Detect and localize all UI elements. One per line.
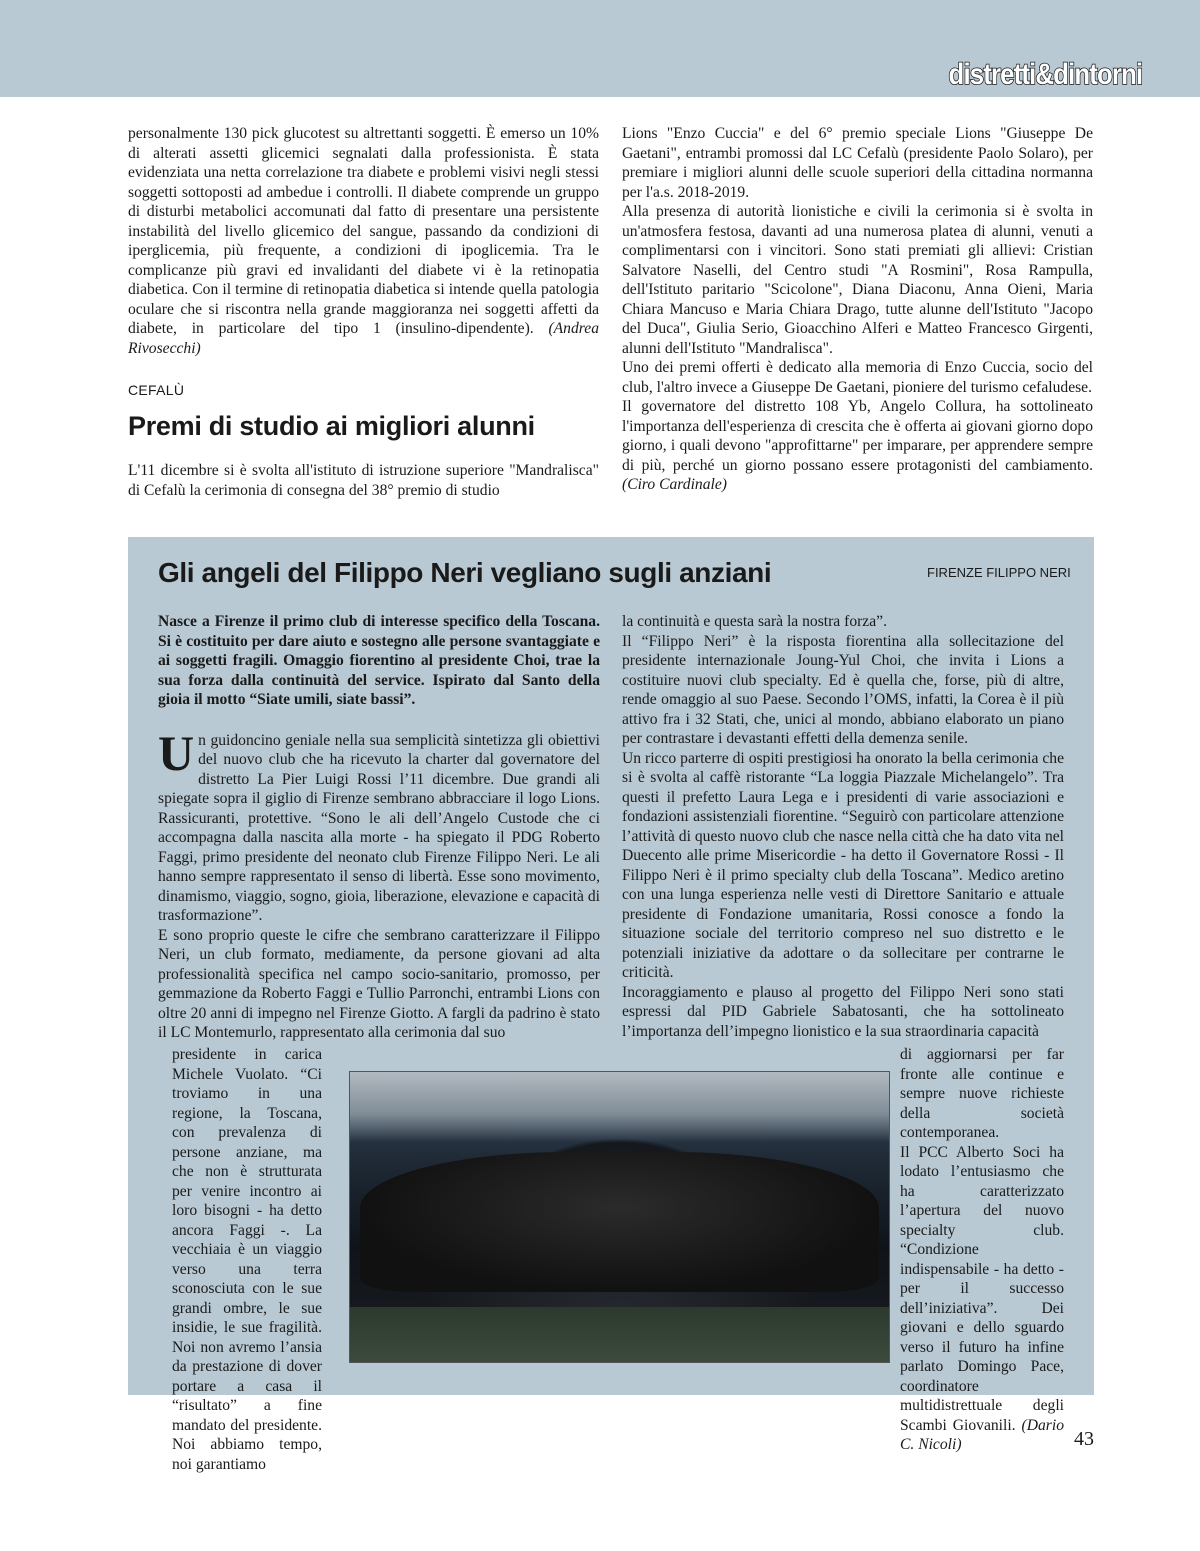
filippo-neri-column-2 [622, 612, 1064, 1041]
group-photo [349, 1071, 890, 1363]
filippo-neri-paragraph: n guidoncino geniale nella sua semplicità sintetizza gli obiettivi del nuovo club che ha ricevuto la charter dal governatore del distretto La Pier Luigi Rossi l’11 dicembre. Due grandi ali spiegate sopra il giglio di Firenze sembrano abbracciare il logo Lions. Rassicuranti, protettive. “Sono le ali dell’Angelo Custode che ci accompagna dalla nascita alla morte - ha spiegato il PDG Roberto Faggi, primo presidente del neonato club Firenze Filippo Neri. Le ali hanno sempre rappresentato il senso di libertà. Esse sono movimento, dinamismo, viaggio, sogno, gioia, liberazione, elevazione e capacità di trasformazione”. [158, 731, 600, 924]
filippo-neri-signature: (Dario C. Nicoli) [900, 1416, 1064, 1453]
page-number: 43 [1074, 1428, 1094, 1450]
cefalu-signature: (Ciro Cardinale) [622, 476, 727, 493]
cefalu-headline: Premi di studio ai migliori alunni [128, 411, 535, 441]
filippo-neri-narrow-column-right [900, 1045, 1064, 1455]
filippo-neri-kicker: FIRENZE FILIPPO NERI [927, 565, 1071, 580]
cefalu-paragraph: Alla presenza di autorità lionistiche e civili la cerimonia si è svolta in un'atmosfera festosa, davanti ad una numerosa platea di alunni, venuti a complimentarsi con i vincitori. Sono stati premiati gli allievi: Cristian Salvatore Naselli, del Centro studi "A Rosmini", Rosa Rampulla, dell'Istituto paritario "Scicolone", Diana Diaconu, Anna Oieni, Maria Chiara Mancuso e Maria Chiara Drago, tutte alunne dell'Istituto "Jacopo del Duca", Giulia Serio, Gioacchino Alferi e Matteo Francesco Girgenti, alunni dell'Istituto "Mandralisca". [622, 203, 1093, 357]
filippo-neri-paragraph: Il “Filippo Neri” è la risposta fiorentina alla sollecitazione del presidente internazionale Joung-Yul Choi, che invita i Lions a costituire nuovi club specialty. Ed è quella che, forse, più di altre, rende omaggio al suo Paese. Secondo l’OMS, infatti, la Corea è il più attivo fra i 32 Stati, che, unici al mondo, abbiano elaborato un piano per contrastare i devastanti effetti della demenza senile. [622, 632, 1064, 747]
filippo-neri-paragraph: Incoraggiamento e plauso al progetto del Filippo Neri sono stati espressi dal PID Gabriele Sabatosanti, che ha sottolineato l’importanza dell’impegno lionistico e la sua straordinaria capacità [622, 983, 1064, 1040]
cefalu-paragraph: Uno dei premi offerti è dedicato alla memoria di Enzo Cuccia, socio del club, l'altro invece a Giuseppe De Gaetani, pioniere del turismo cefaludese. [622, 359, 1093, 396]
filippo-neri-paragraph: presidente in carica Michele Vuolato. “Ci troviamo in una regione, la Toscana, con prevalenza di persone anziane, ma che non è strutturata per venire incontro ai loro bisogni - ha detto ancora Faggi -. La vecchiaia è un viaggio verso una terra sconosciuta con le sue grandi ombre, le sue insidie, le sue fragilità. Noi non avremo l’ansia da prestazione di dover portare a casa il “risultato” a fine mandato del presidente. Noi abbiamo tempo, noi garantiamo [172, 1046, 322, 1473]
filippo-neri-paragraph: Il PCC Alberto Soci ha lodato l’entusiasmo che ha caratterizzato l’apertura del nuovo specialty club. “Condizione indispensabile - ha detto - per il successo dell’iniziativa”. Dei giovani e dello sguardo verso il futuro ha infine parlato Domingo Pace, coordinatore multidistrettuale degli Scambi Giovanili. [900, 1143, 1064, 1434]
cefalu-kicker: CEFALÙ [128, 382, 185, 398]
floor [350, 1307, 889, 1362]
filippo-neri-paragraph: Un ricco parterre di ospiti prestigiosi ha onorato la bella cerimonia che si è svolta al caffè ristorante “La loggia Piazzale Michelangelo”. Tra questi il prefetto Laura Lega e i presidenti di varie associazioni e fondazioni assistenziali fiorentine. “Seguirò con particolare attenzione l’attività di questo nuovo club che nasce nella città che ha dato vita nel Duecento alle prime Misericordie - ha detto il Governatore Rossi - Il Filippo Neri è il primo specialty club della Toscana”. Medico aretino con una lunga esperienza nelle vesti di Direttore Sanitario e attuale presidente di Fondazione umanitaria, Rossi conosce a fondo la situazione sociale del territorio compreso nel suo distretto e le potenziali iniziative da adottare o da sollecitare per contrarne le criticità. [622, 749, 1064, 981]
continued-article-text: personalmente 130 pick glucotest su altrettanti soggetti. È emerso un 10% di alterati assetti glicemici segnalati dalla professionista. È stata evidenziata una netta correlazione tra diabete e problemi visivi negli stessi soggetti sottoposti ad ambedue i controlli. Il diabete comprende un gruppo di disturbi metabolici accomunati dal fatto di presentare una persistente instabilità del livello glicemico del sangue, passando da condizioni di iperglicemia, più frequente, a condizioni di ipoglicemia. Tra le complicanze più gravi ed invalidanti del diabete vi è la retinopatia diabetica. Con il termine di retinopatia diabetica si intende quella patologia oculare che si riscontra nella grande maggioranza nei soggetti affetti da diabete, in particolare del tipo 1 (insulino-dipendente). [128, 125, 599, 337]
cefalu-column-1 [128, 461, 599, 500]
continued-article-signature: (Andrea Rivosecchi) [128, 320, 599, 357]
section-logo: distretti&dintorni [948, 58, 1142, 91]
tent-ceiling [350, 1072, 889, 1142]
filippo-neri-paragraph: E sono proprio queste le cifre che sembrano caratterizzare il Filippo Neri, un club formato, mediamente, da persone giovani ad alta professionalità specifica nel campo socio-sanitario, promosso, per gemmazione da Roberto Faggi e Tullio Parronchi, entrambi Lions con oltre 20 anni di impegno nel Firenze Giotto. A fargli da padrino è stato il LC Montemurlo, rappresentato alla cerimonia dal suo [158, 926, 600, 1041]
filippo-neri-title: Gli angeli del Filippo Neri vegliano sugli anziani [158, 557, 772, 588]
dropcap: U [158, 724, 195, 781]
filippo-neri-paragraph: la continuità e questa sarà la nostra forza”. [622, 613, 887, 630]
cefalu-column-2 [622, 124, 1093, 495]
group-of-people [360, 1152, 879, 1292]
filippo-neri-column-1 [158, 612, 600, 1043]
filippo-neri-paragraph: di aggiornarsi per far fronte alle continue e sempre nuove richieste della società contemporanea. [900, 1046, 1064, 1141]
cefalu-paragraph: Lions "Enzo Cuccia" e del 6° premio speciale Lions "Giuseppe De Gaetani", entrambi promossi dal LC Cefalù (presidente Paolo Solaro), per premiare i migliori alunni delle scuole superiori della cittadina normanna per l'a.s. 2018-2019. [622, 125, 1093, 201]
filippo-neri-narrow-column-left [158, 1045, 322, 1474]
filippo-neri-lead: Nasce a Firenze il primo club di interesse specifico della Toscana. Si è costituito per dare aiuto e sostegno alle persone svantaggiate e ai soggetti fragili. Omaggio fiorentino al presidente Choi, trae la sua forza dalla continuità del service. Ispirato dal Santo della gioia il motto “Siate umili, siate bassi”. [158, 613, 600, 708]
continued-article-column [128, 124, 599, 358]
cefalu-paragraph: L'11 dicembre si è svolta all'istituto di istruzione superiore "Mandralisca" di Cefalù la cerimonia di consegna del 38° premio di studio [128, 462, 599, 499]
cefalu-paragraph: Il governatore del distretto 108 Yb, Angelo Collura, ha sottolineato l'importanza dell'esperienza di crescita che è offerta ai giovani giorno dopo giorno, i quali devono "approfittarne" per imparare, per apprendere sempre di più, perché un giorno possano essere protagonisti del cambiamento. [622, 398, 1093, 474]
